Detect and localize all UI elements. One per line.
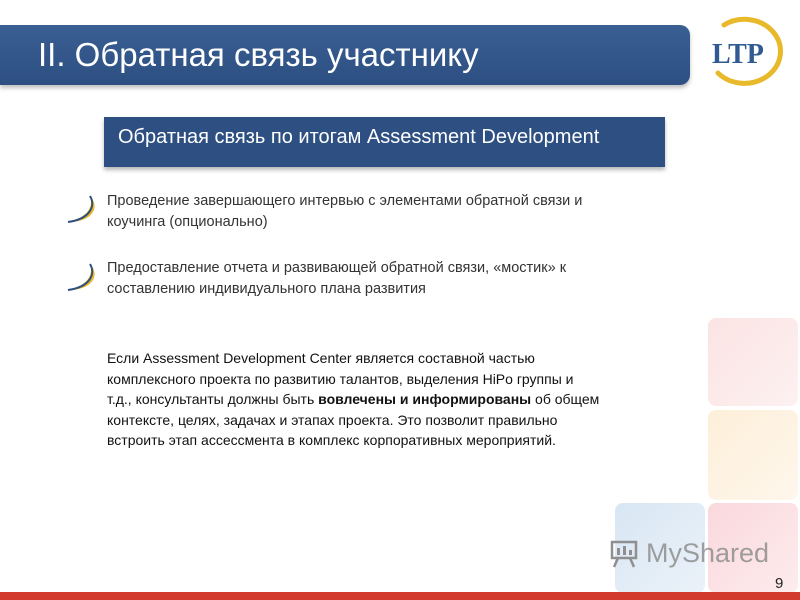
paragraph-emphasis: вовлечены и информированы [318,391,532,407]
watermark-text: MyShared [646,538,770,568]
crescent-swoosh-icon [64,260,98,294]
bullet-1-line-1: Проведение завершающего интервью с элементами обратной связи и [107,193,583,209]
bullet-2-line-2: составлению индивидуального плана развития [107,281,426,297]
bullet-1-line-2: коучинга (опционально) [107,214,268,230]
deco-tile-peach [708,410,798,500]
paragraph-line-3-start: т.д., консультанты должны быть [107,391,319,407]
paragraph-line-3-end: об общем [531,391,600,407]
ltp-logo [704,15,794,87]
paragraph-line-2: комплексного проекта по развитию талантов, выделения HiPo группы и [107,370,574,387]
bullet-item-2 [107,258,667,300]
page-number: 9 [775,575,784,592]
context-paragraph [107,348,697,451]
crescent-swoosh-icon [64,192,98,226]
presentation-board-icon [608,536,642,570]
bullet-item-1 [107,191,667,233]
paragraph-line-3 [107,389,697,410]
bullet-2-line-1: Предоставление отчета и развивающей обратной связи, «мостик» к [107,260,567,276]
title-bar [0,25,690,85]
paragraph-line-1: Если Assessment Development Center является составной частью [107,350,535,366]
deco-tile-pink [708,318,798,406]
paragraph-line-5: встроить этап ассессмента в комплекс корпоративных мероприятий. [107,432,556,448]
ltp-logo-graphic [704,15,794,87]
subtitle-box [104,117,665,167]
logo-text: LTP [712,39,764,70]
subtitle-text: Обратная связь по итогам Assessment Development [118,126,600,148]
slide-title: II. Обратная связь участнику [38,36,479,73]
paragraph-line-4: контексте, целях, задачах и этапах проекта. Это позволит правильно [107,411,558,428]
bottom-accent-bar [0,592,800,600]
